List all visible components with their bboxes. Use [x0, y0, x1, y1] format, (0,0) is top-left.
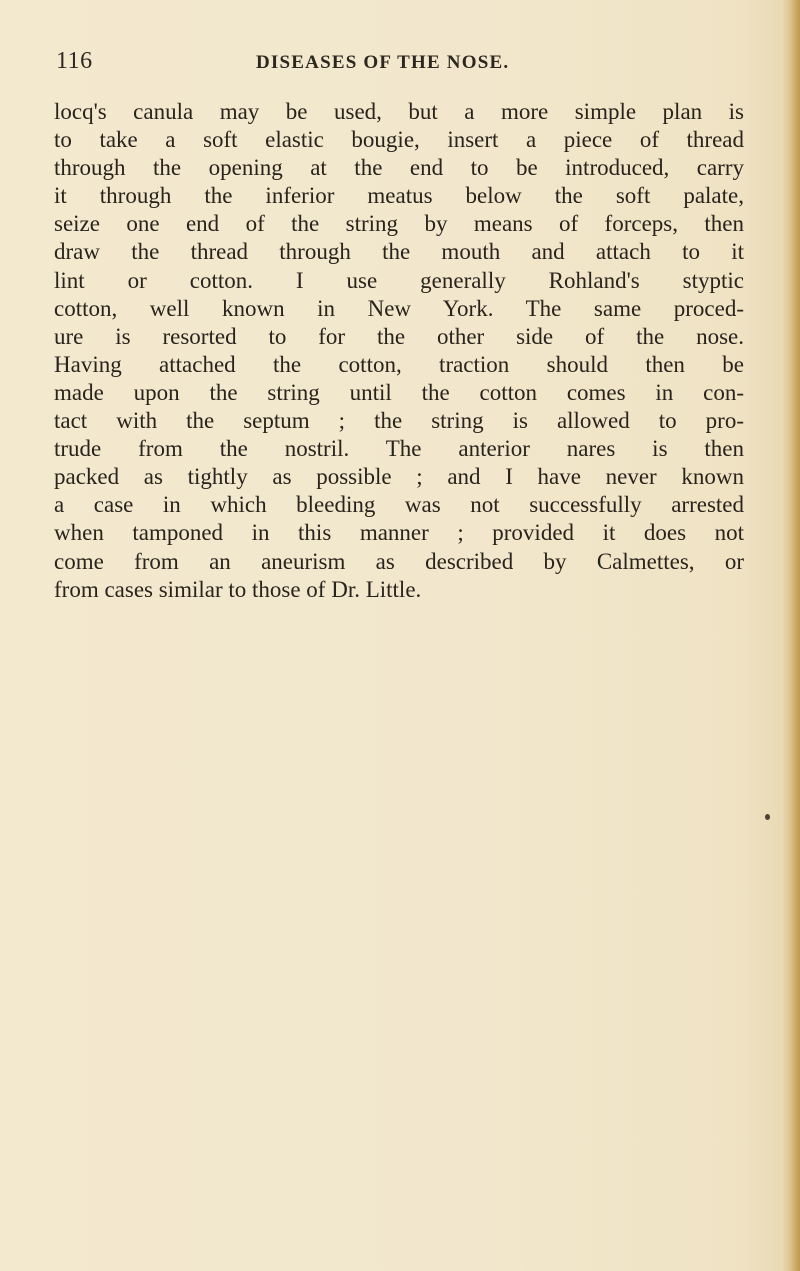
- text-line: seize one end of the string by means of forceps, then: [54, 211, 744, 237]
- text-line: draw the thread through the mouth and attach to it: [54, 239, 744, 265]
- text-line: trude from the nostril. The anterior nares is then: [54, 436, 744, 462]
- page-number: 116: [56, 48, 93, 74]
- text-line: lint or cotton. I use generally Rohland's styptic: [54, 267, 744, 293]
- text-line-last: from cases similar to those of Dr. Little.: [54, 576, 422, 602]
- text-line: Having attached the cotton, traction should then be: [54, 351, 744, 377]
- text-line: a case in which bleeding was not successfully arrested: [54, 492, 744, 518]
- text-line: it through the inferior meatus below the soft palate,: [54, 183, 744, 209]
- text-line: come from an aneurism as described by Calmettes, or: [54, 548, 744, 574]
- text-line: tact with the septum ; the string is allowed to pro-: [54, 408, 744, 434]
- ink-speck: [765, 814, 770, 820]
- body-paragraph: [54, 98, 744, 604]
- text-line: locq's canula may be used, but a more simple plan is: [54, 99, 744, 124]
- text-line: to take a soft elastic bougie, insert a piece of thread: [54, 127, 744, 153]
- text-line: ure is resorted to for the other side of the nose.: [54, 323, 744, 349]
- page-edge: [782, 0, 800, 1271]
- text-line: when tamponed in this manner ; provided it does not: [54, 520, 744, 546]
- text-line: cotton, well known in New York. The same proced-: [54, 295, 744, 321]
- text-line: through the opening at the end to be introduced, carry: [54, 155, 744, 181]
- running-head: DISEASES OF THE NOSE.: [256, 52, 510, 73]
- text-line: packed as tightly as possible ; and I have never known: [54, 464, 744, 490]
- page-header: [56, 48, 756, 80]
- text-line: made upon the string until the cotton comes in con-: [54, 379, 744, 405]
